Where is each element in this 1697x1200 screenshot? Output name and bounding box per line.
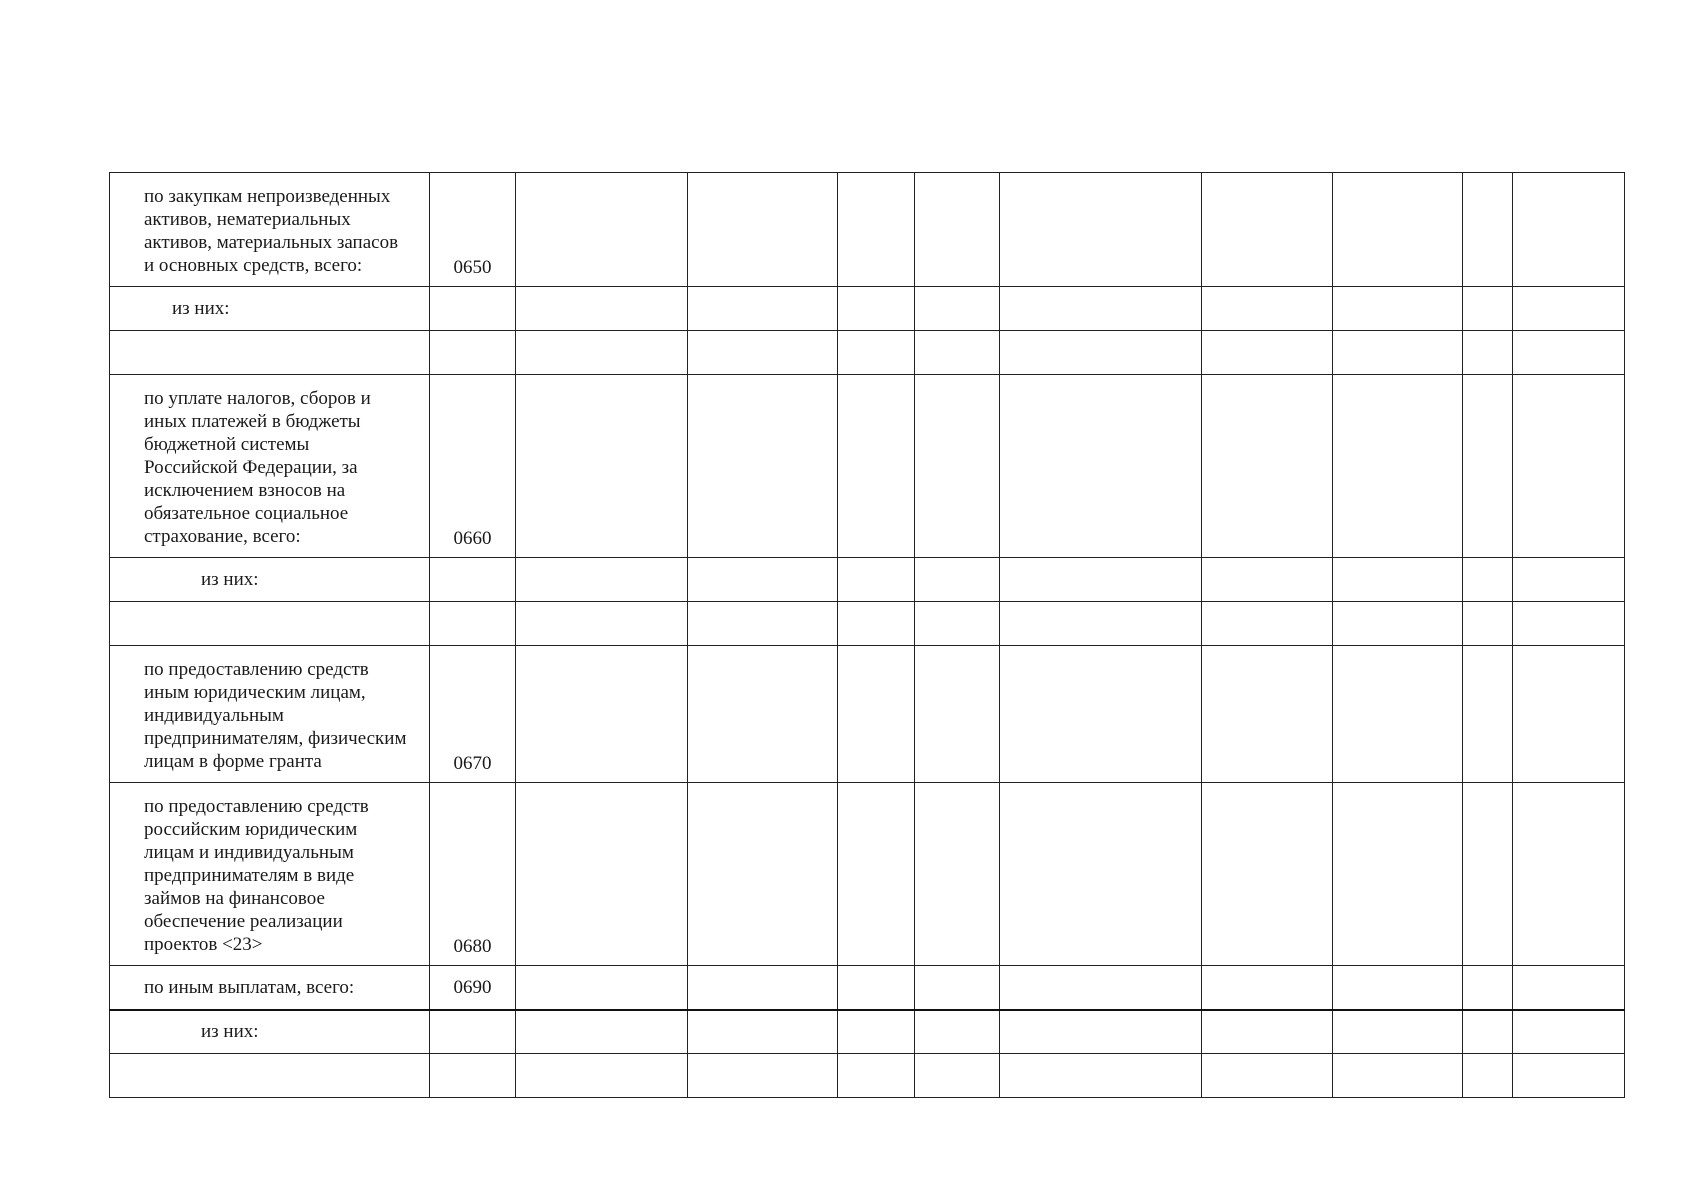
empty-cell [430,1010,516,1054]
empty-cell [838,1054,915,1098]
empty-cell [430,558,516,602]
empty-cell [838,287,915,331]
empty-cell [1513,331,1625,375]
empty-cell [1513,783,1625,966]
form-table [109,172,1625,1098]
description-line: и основных средств, всего: [144,255,363,276]
table-row-blank [110,602,1625,646]
empty-cell [1202,331,1333,375]
description-line: проектов <23> [144,934,263,955]
description-line: активов, материальных запасов [144,232,399,253]
empty-cell [688,1054,838,1098]
row-code: 0660 [430,375,516,558]
table-row-sub [110,1010,1625,1054]
empty-cell [838,602,915,646]
description-line: по уплате налогов, сборов и [144,388,371,409]
empty-cell [1202,646,1333,783]
empty-cell [688,602,838,646]
empty-cell [838,966,915,1010]
empty-cell [1463,646,1513,783]
empty-cell [1202,783,1333,966]
empty-cell [1333,287,1463,331]
empty-cell [1463,966,1513,1010]
description-line: займов на финансовое [144,888,325,909]
empty-cell [516,331,688,375]
empty-cell [110,331,430,375]
empty-cell [1000,331,1202,375]
empty-cell [1513,173,1625,287]
description-line: по предоставлению средств [144,659,369,680]
row-description: по иным выплатам, всего: [110,966,430,1010]
empty-cell [1463,783,1513,966]
row-subheading: из них: [110,287,430,331]
empty-cell [1463,558,1513,602]
description-line: активов, нематериальных [144,209,351,230]
empty-cell [1463,331,1513,375]
empty-cell [915,602,1000,646]
empty-cell [1000,602,1202,646]
row-description [110,173,430,287]
row-description [110,783,430,966]
empty-cell [1513,558,1625,602]
description-line: бюджетной системы [144,434,310,455]
empty-cell [1463,602,1513,646]
empty-cell [1202,966,1333,1010]
description-line: лицам и индивидуальным [144,842,354,863]
empty-cell [1333,966,1463,1010]
table-row-0660 [110,375,1625,558]
table-row-0680 [110,783,1625,966]
empty-cell [1513,1054,1625,1098]
empty-cell [1333,173,1463,287]
empty-cell [1333,1010,1463,1054]
row-code: 0690 [430,966,516,1010]
empty-cell [1333,331,1463,375]
row-subheading: из них: [110,558,430,602]
empty-cell [688,646,838,783]
empty-cell [1202,1054,1333,1098]
empty-cell [1202,173,1333,287]
empty-cell [915,287,1000,331]
empty-cell [1202,558,1333,602]
description-line: страхование, всего: [144,526,301,547]
empty-cell [516,173,688,287]
table-row-sub [110,558,1625,602]
empty-cell [1000,558,1202,602]
empty-cell [915,646,1000,783]
description-line: индивидуальным [144,705,284,726]
empty-cell [838,375,915,558]
empty-cell [688,966,838,1010]
empty-cell [516,375,688,558]
empty-cell [1202,1010,1333,1054]
empty-cell [516,1010,688,1054]
empty-cell [688,783,838,966]
empty-cell [1513,602,1625,646]
empty-cell [1000,287,1202,331]
empty-cell [1333,375,1463,558]
empty-cell [915,173,1000,287]
description-line: исключением взносов на [144,480,346,501]
empty-cell [688,558,838,602]
empty-cell [1333,602,1463,646]
table-row-blank [110,1054,1625,1098]
empty-cell [688,1010,838,1054]
empty-cell [1513,646,1625,783]
empty-cell [430,602,516,646]
empty-cell [516,1054,688,1098]
empty-cell [1463,1010,1513,1054]
empty-cell [1513,966,1625,1010]
table-row-sub [110,287,1625,331]
empty-cell [1463,173,1513,287]
empty-cell [1463,287,1513,331]
empty-cell [1463,375,1513,558]
empty-cell [688,331,838,375]
row-description [110,375,430,558]
description-line: обеспечение реализации [144,911,343,932]
empty-cell [915,783,1000,966]
empty-cell [110,1054,430,1098]
description-line: обязательное социальное [144,503,349,524]
empty-cell [516,287,688,331]
empty-cell [838,331,915,375]
empty-cell [1000,783,1202,966]
empty-cell [1202,602,1333,646]
empty-cell [1202,287,1333,331]
empty-cell [1513,287,1625,331]
empty-cell [838,783,915,966]
empty-cell [915,1054,1000,1098]
description-line: иных платежей в бюджеты [144,411,361,432]
row-code: 0680 [430,783,516,966]
empty-cell [838,558,915,602]
empty-cell [915,1010,1000,1054]
table-row-blank [110,331,1625,375]
table-row-0690 [110,966,1625,1010]
row-subheading: из них: [110,1010,430,1054]
empty-cell [1202,375,1333,558]
empty-cell [1463,1054,1513,1098]
row-description [110,646,430,783]
empty-cell [1000,1054,1202,1098]
description-line: предпринимателям в виде [144,865,355,886]
empty-cell [516,783,688,966]
empty-cell [838,646,915,783]
empty-cell [1000,646,1202,783]
empty-cell [688,173,838,287]
row-code: 0670 [430,646,516,783]
description-line: предпринимателям, физическим [144,728,407,749]
empty-cell [516,966,688,1010]
empty-cell [915,966,1000,1010]
empty-cell [430,331,516,375]
empty-cell [915,558,1000,602]
empty-cell [1333,558,1463,602]
empty-cell [915,331,1000,375]
description-line: Российской Федерации, за [144,457,358,478]
empty-cell [1333,783,1463,966]
table-row-0670 [110,646,1625,783]
empty-cell [688,287,838,331]
description-line: российским юридическим [144,819,358,840]
empty-cell [915,375,1000,558]
empty-cell [838,173,915,287]
empty-cell [516,602,688,646]
empty-cell [1000,1010,1202,1054]
empty-cell [688,375,838,558]
empty-cell [430,287,516,331]
empty-cell [430,1054,516,1098]
empty-cell [1000,375,1202,558]
description-line: иным юридическим лицам, [144,682,366,703]
empty-cell [838,1010,915,1054]
empty-cell [1000,966,1202,1010]
empty-cell [110,602,430,646]
empty-cell [1333,1054,1463,1098]
empty-cell [1513,1010,1625,1054]
table-row-0650 [110,173,1625,287]
description-line: по закупкам непроизведенных [144,186,391,207]
description-line: лицам в форме гранта [144,751,322,772]
row-code: 0650 [430,173,516,287]
empty-cell [1513,375,1625,558]
empty-cell [1333,646,1463,783]
empty-cell [1000,173,1202,287]
empty-cell [516,646,688,783]
description-line: по предоставлению средств [144,796,369,817]
empty-cell [516,558,688,602]
